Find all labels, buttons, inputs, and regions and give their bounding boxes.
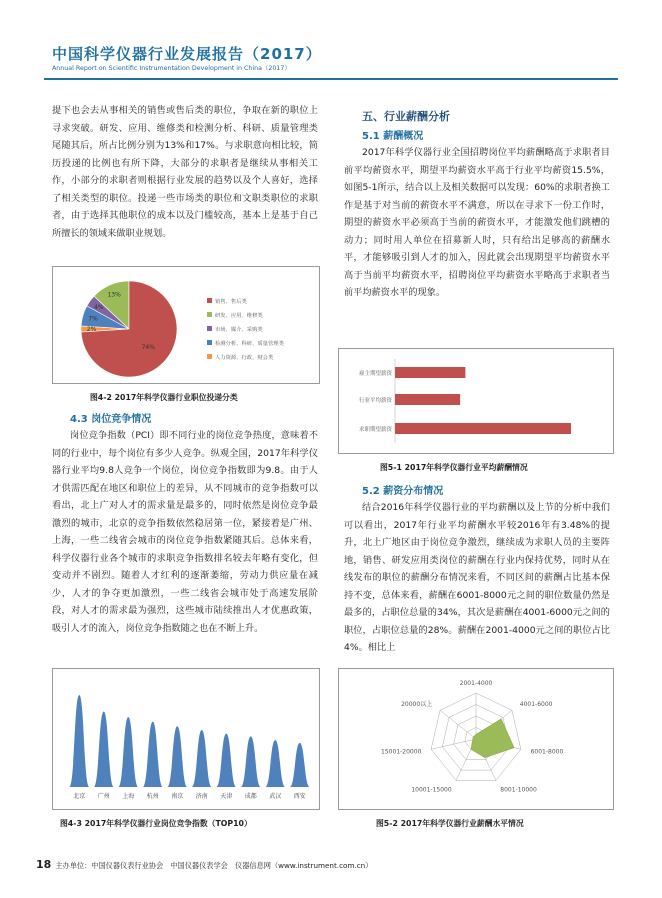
legend-label: 研发、应用、维修类 — [215, 313, 263, 319]
city-label-8: 武汉 — [269, 793, 282, 800]
city-label-7: 成都 — [244, 793, 257, 800]
footer-text: 主办单位：中国仪器仪表行业协会 中国仪器仪表学会 仪器信息网（www.instrument.com.cn） — [55, 861, 373, 870]
radar-label-1: 4001-6000 — [519, 701, 553, 709]
radar-spoke — [431, 739, 476, 749]
legend-swatch — [207, 354, 212, 359]
bar-9 — [290, 743, 310, 787]
bar-8 — [265, 740, 285, 787]
city-label-6: 天津 — [220, 793, 233, 800]
header-rule — [44, 78, 618, 80]
bar-3 — [143, 722, 163, 787]
right-paragraph-2: 结合2016年科学仪器行业的平均薪酬以及上节的分析中我们可以看出，2017年行业平均薪酬水平较2016年有3.48%的提升，北上广地区由于岗位竞争激烈，继续成为求职人员的主要阵地，销售、研发应用类岗位的薪酬在行业内保持优势，同时从在线发布的职位的薪酬分布情况来看，不同区间的薪酬占比基本保持不变，总体来看，薪酬在6001-8000元之间的职位数量仍然是最多的，占职位总量的34%，其次是薪酬在4001-6000元之间的职位，占职位总量的28%。薪酬在2001-4000元之间的职位占比4%。相比上 — [344, 502, 610, 653]
report-title: 中国科学仪器行业发展报告（2017） — [52, 45, 322, 63]
report-subtitle: Annual Report on Scientific Instrumentation Development in China（2017） — [52, 65, 291, 72]
bar-5 — [192, 730, 212, 787]
section-5-1-heading: 5.1 薪酬概况 — [362, 131, 424, 142]
radar-label-5: 15001-20000 — [381, 748, 422, 756]
fig43-box — [52, 668, 320, 810]
page-footer — [36, 858, 372, 871]
city-label-4: 南京 — [171, 793, 184, 800]
city-label-1: 广州 — [97, 793, 110, 800]
hbar-label-1: 行业平均薪资 — [358, 398, 392, 404]
pie-label-0: 74% — [141, 344, 155, 352]
legend-label: 检测分析、科研、质量管理类 — [215, 341, 284, 347]
right-paragraph-1: 2017年科学仪器行业全国招聘岗位平均薪酬略高于求职者目前平均薪资水平，期望平均薪资水平高于行业平均薪资15.5%，如图5-1所示，结合以上及相关数据可以发现：60%的求职者换工作是基于对当前的薪资水平不满意，所以在寻求下一份工作时，期望的薪资水平必须高于当前的薪资水平，才能激发他们跳槽的动力；同时用人单位在招募新人时，只有给出足够高的薪酬水平，才能够吸引到人才的加入，因此就会出现期望平均薪资水平高于当前平均薪资水平，招聘岗位平均薪资水平略高于求职者当前平均薪资水平的现象。 — [344, 147, 610, 298]
salary-bar-chart — [339, 349, 613, 453]
page-number: 18 — [36, 858, 52, 871]
fig43-caption: 图4-3 2017年科学仪器行业岗位竞争指数（TOP10） — [60, 819, 252, 828]
pie-label-2: 4% — [93, 303, 104, 311]
city-label-9: 西安 — [293, 793, 306, 800]
pie-legend-item — [207, 311, 284, 319]
bar-1 — [94, 712, 114, 787]
hbar-1 — [395, 394, 460, 405]
legend-swatch — [207, 298, 212, 303]
fig51-box — [338, 348, 614, 454]
pie-legend-item — [207, 297, 284, 305]
radar-area — [471, 719, 514, 758]
pie-legend-item — [207, 353, 284, 361]
bar-4 — [167, 726, 187, 787]
competition-chart — [53, 669, 319, 809]
city-label-3: 杭州 — [146, 793, 159, 800]
bar-6 — [216, 734, 236, 787]
section-4-3-heading: 4.3 岗位竞争情况 — [70, 414, 152, 425]
radar-label-3: 8001-10000 — [500, 786, 537, 794]
section-5-heading: 五、行业薪酬分析 — [362, 110, 450, 123]
radar-label-2: 6001-8000 — [530, 748, 564, 756]
fig52-box — [338, 668, 614, 810]
fig42-box — [52, 266, 320, 384]
legend-swatch — [207, 312, 212, 317]
radar-spoke — [440, 710, 476, 739]
radar-label-4: 10001-15000 — [411, 786, 452, 794]
pie-legend — [207, 297, 284, 367]
radar-chart — [339, 669, 613, 809]
bar-0 — [69, 695, 89, 787]
hbar-0 — [395, 367, 465, 378]
hbar-2 — [395, 423, 571, 434]
hbar-label-0: 雇主期望薪资 — [358, 371, 392, 377]
radar-label-0: 2001-4000 — [459, 680, 493, 687]
city-label-0: 北京 — [73, 793, 86, 800]
legend-label: 销售、售后类 — [215, 299, 247, 305]
pie-legend-item — [207, 339, 284, 347]
legend-label: 人力资源、行政、财会类 — [215, 355, 274, 361]
city-label-2: 上海 — [122, 793, 135, 800]
left-paragraph-1: 提下也会去从事相关的销售或售后类的职位，争取在新的职位上寻求突破。研发、应用、维修类和检测分析、科研、质量管理类尾随其后，所占比例分别为13%和17%。与求职意向相比较，简历投递的比例也有所下降，大部分的求职者是继续从事相关工作，小部分的求职者则根据行业发展的趋势以及个人喜好，选择了相关类型的职位。投递一些市场类的职位和文职类职位的求职者，由于选择其他职位的成本以及门槛较高，基本上是基于自己所擅长的领域来做职业规划。 — [52, 105, 318, 239]
fig51-caption: 图5-1 2017年科学仪器行业平均薪酬情况 — [380, 463, 528, 472]
pie-legend-item — [207, 325, 284, 333]
pie-label-3: 7% — [88, 315, 98, 323]
fig42-caption: 图4-2 2017年科学仪器行业职位投递分类 — [90, 393, 238, 402]
left-paragraph-2: 岗位竞争指数（PCI）即不同行业的岗位竞争热度，意味着不同的行业中，每个岗位有多少人竞争。纵观全国，2017年科学仪器行业平均9.8人竞争一个岗位，岗位竞争指数即为9.8。由于人才供需匹配在地区和职位上的差异，从不同城市的竞争指数可以看出，北上广对人才的需求量是最多的，同时依然是岗位竞争最激烈的城市，北京的竞争指数依然稳居第一位，紧接着是广州、上海，一些二线省会城市的岗位竞争指数紧随其后。总体来看，科学仪器行业各个城市的求职竞争指数排名较去年略有变化，但变动并不剧烈。随着人才红利的逐渐萎缩，劳动力供应量在减少，人才的争夺更加激烈，一些二线省会城市处于高速发展阶段，对人才的需求最为强烈，这些城市陆续推出人才优惠政策，吸引人才的流入，岗位竞争指数随之也在不断上升。 — [52, 430, 318, 634]
radar-label-6: 20000以上 — [401, 701, 433, 709]
pie-label-4: 2% — [86, 326, 97, 333]
bar-2 — [118, 717, 138, 787]
section-5-2-heading: 5.2 薪资分布情况 — [362, 486, 444, 497]
legend-label: 市场、媒介、采购类 — [215, 327, 263, 333]
hbar-label-2: 求职期望薪资 — [358, 427, 392, 433]
pie-label-1: 13% — [107, 291, 121, 299]
fig52-caption: 图5-2 2017年科学仪器行业薪酬水平情况 — [376, 819, 524, 828]
legend-swatch — [207, 340, 212, 345]
legend-swatch — [207, 326, 212, 331]
bar-7 — [241, 736, 261, 787]
city-label-5: 济南 — [195, 793, 208, 800]
